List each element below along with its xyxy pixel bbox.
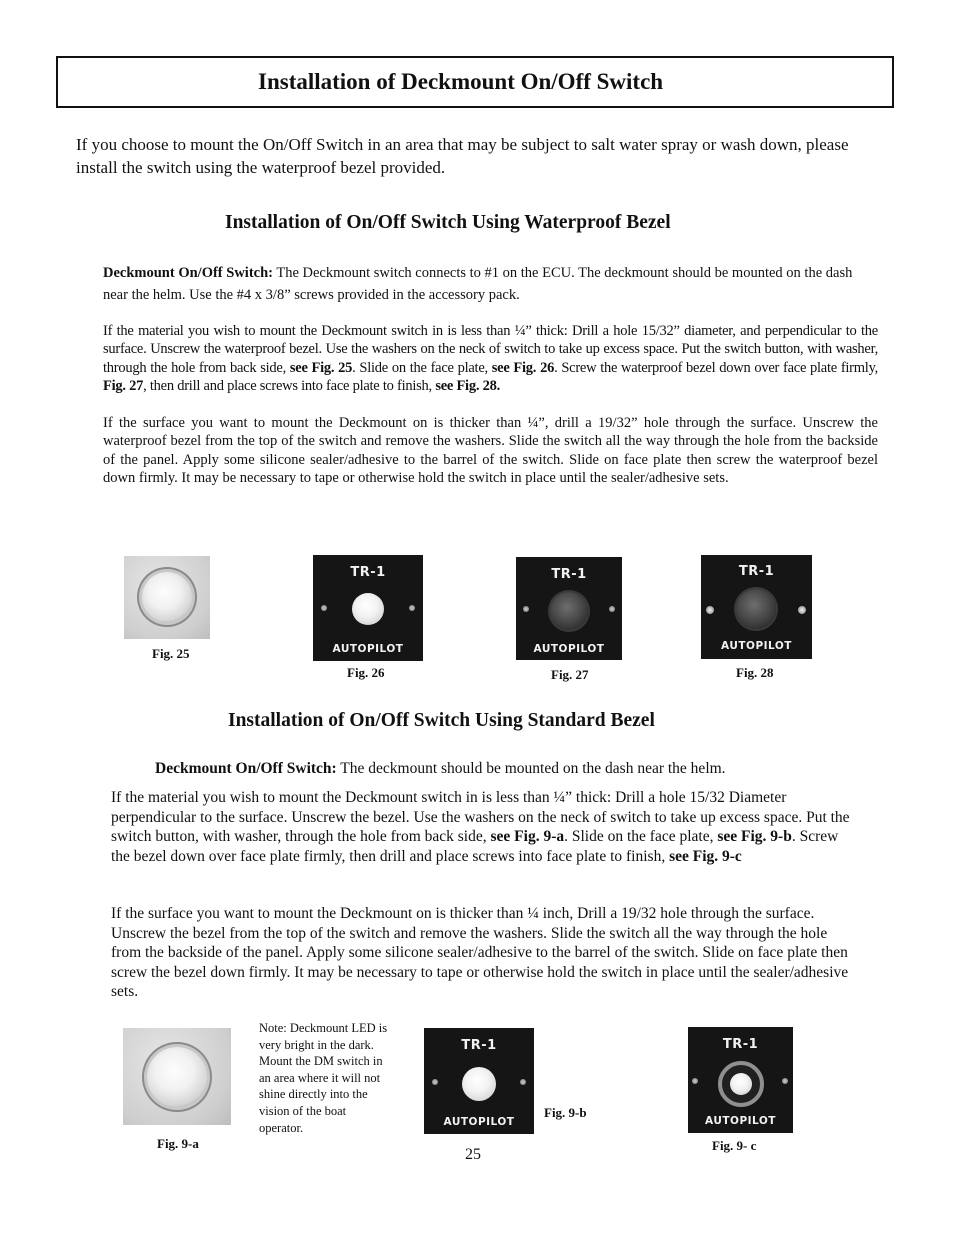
screw-icon [692,1078,698,1084]
fig-ref: Fig. 27 [103,378,144,395]
plate-model: TR-1 [738,564,775,579]
switch-button-icon [147,1047,207,1107]
plate-model: TR-1 [551,567,587,582]
fig-26-photo [313,555,423,661]
section2-heading: Installation of On/Off Switch Using Standard Bezel [228,710,655,731]
section1-heading: Installation of On/Off Switch Using Waterproof Bezel [225,212,671,233]
fig-26-caption: Fig. 26 [347,665,385,680]
section2-paragraph-3: If the surface you want to mount the Deckmount on is thicker than ¼ inch, Drill a 19/32 hole through the surface. Unscrew the bezel from the top of the switch and remove the washers. Slide the switch all the way through the hole from the backside of the panel. Apply some silicone sealer/adhesive to the barrel of the switch. Slide on face plate then screw the bezel down firmly. It may be necessary to tape or otherwise hold the switch in place until the sealer/adhesive sets. [111,905,849,1000]
fig-25-caption: Fig. 25 [152,646,190,661]
plate-model: TR-1 [722,1037,759,1052]
fig-27-caption: Fig. 27 [551,667,589,682]
fig-25-photo [124,556,210,639]
fig-9a-photo [123,1028,231,1125]
section2-p1-label: Deckmount On/Off Switch: [155,760,337,777]
fig-9c-caption: Fig. 9- c [712,1138,757,1153]
fig-ref: see Fig. 26 [491,359,555,376]
plate-label: AUTOPILOT [721,640,792,652]
screw-icon [523,606,529,612]
section2-paragraph-2: If the material you wish to mount the Deckmount switch in is less than ¼” thick: Drill a hole 15/32 Diameter perpendicular to the surface. Unscrew the bezel. Use the washers on the neck of switch to take up excess space. Put the switch button, with washer, through the hole from back side, see Fig. 9-a. Slide on the face plate, see Fig. 9-b. Screw the bezel down over face plate firmly, then drill and place screws into face plate to finish, see Fig. 9-c [111,789,850,865]
fig-ref: see Fig. 9-a [490,828,565,845]
section1-p1-text: The Deckmount switch connects to #1 on the ECU. The deckmount should be mounted on the dash near the helm. Use the #4 x 3/8” screws provided in the accessory pack. [103,265,853,303]
plate-model: TR-1 [350,565,386,580]
waterproof-bezel-icon [550,592,588,630]
fig-ref: see Fig. 9-b [717,828,792,845]
fig-9c-photo [688,1027,793,1133]
fig-27-photo [516,557,622,660]
fig-ref: see Fig. 25 [289,359,353,376]
section2-paragraph-1 [155,759,855,779]
fig-28-photo [701,555,812,659]
section2-p1-text: The deckmount should be mounted on the dash near the helm. [336,760,726,777]
fig-9b-caption: Fig. 9-b [544,1105,587,1120]
section1-paragraph-2: If the material you wish to mount the Deckmount switch in is less than ¼” thick: Drill a hole 15/32” diameter, and perpendicular to the surface. Unscrew the waterproof bezel. Use the washers on the neck of switch to take up excess space. Put the switch button, with washer, through the hole from back side, see Fig. 25. Slide on the face plate, see Fig. 26. Screw the waterproof bezel down over face plate firmly, Fig. 27, then drill and place screws into face plate to finish, see Fig. 28. [103,323,878,395]
screw-icon [432,1079,438,1085]
page-number: 25 [465,1146,481,1163]
fig-9b-photo [424,1028,534,1134]
intro-paragraph: If you choose to mount the On/Off Switch in an area that may be subject to salt water spray or wash down, please install the switch using the waterproof bezel provided. [76,135,849,177]
fig-28-caption: Fig. 28 [736,665,774,680]
title-box [56,56,894,108]
section1-p1-label: Deckmount On/Off Switch: [103,265,273,281]
switch-button-icon [142,572,192,622]
screw-icon [409,605,415,611]
waterproof-bezel-icon [736,589,776,629]
plate-model: TR-1 [461,1038,497,1053]
fig-9a-caption: Fig. 9-a [157,1136,199,1151]
fig-ref: see Fig. 28. [435,378,500,395]
plate-label: AUTOPILOT [533,643,605,655]
screw-icon [609,606,615,612]
screw-icon [520,1079,526,1085]
led-note: Note: Deckmount LED is very bright in the dark. Mount the DM switch in an area where it will not shine directly into the vision of the boat operator. [259,1021,388,1135]
plate-label: AUTOPILOT [443,1116,515,1128]
led-button-icon [462,1067,496,1101]
screw-icon [321,605,327,611]
led-button-icon [730,1073,752,1095]
led-button-icon [352,593,384,625]
screw-icon [706,606,714,614]
fig-ref: see Fig. 9-c [669,847,742,865]
page-title: Installation of Deckmount On/Off Switch [258,69,664,94]
screw-icon [782,1078,788,1084]
plate-label: AUTOPILOT [332,643,404,655]
section1-paragraph-3: If the surface you want to mount the Deckmount on is thicker than ¼”, drill a 19/32” hole through the surface. Unscrew the waterproof bezel from the top of the switch and remove the washers. Slide the switch all the way through the hole from the backside of the panel. Apply some silicone sealer/adhesive to the barrel of the switch. Slide on face plate then screw the waterproof bezel down firmly. It may be necessary to tape or otherwise hold the switch in place until the sealer/adhesive sets. [103,415,878,487]
plate-label: AUTOPILOT [705,1115,776,1127]
section1-paragraph-1 [103,262,857,306]
screw-icon [798,606,806,614]
